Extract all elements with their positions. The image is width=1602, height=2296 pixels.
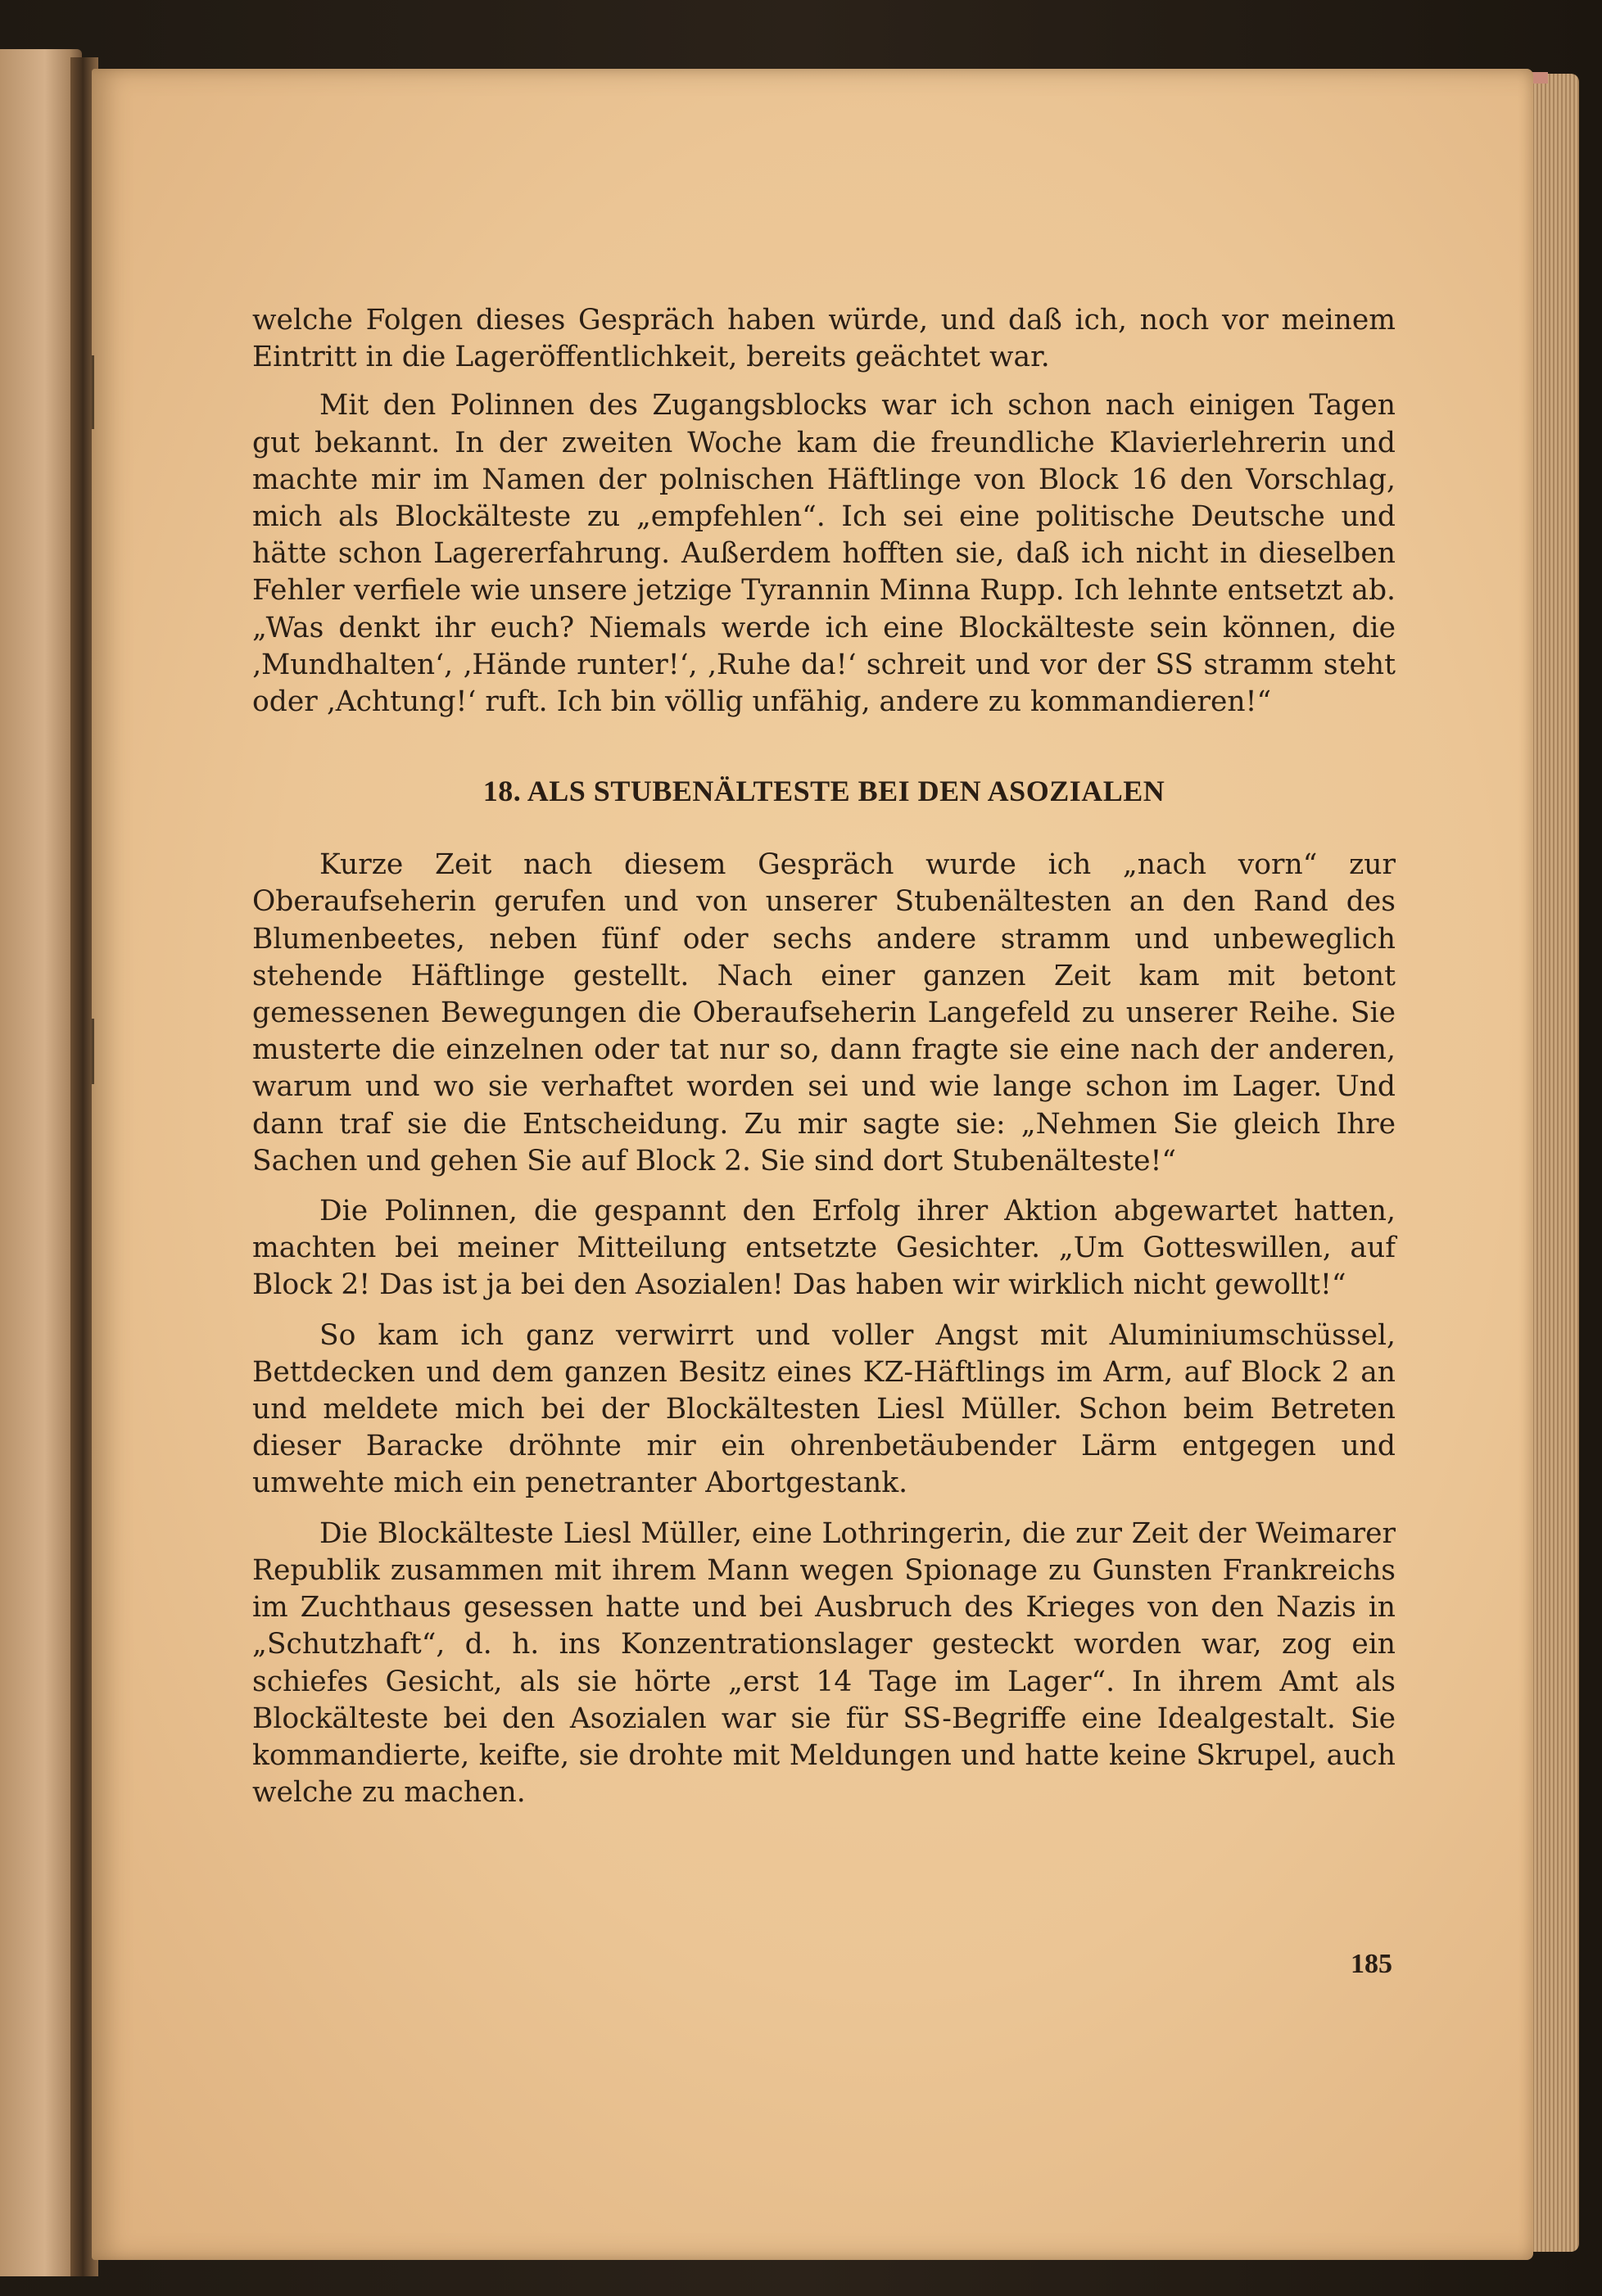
paragraph: Die Blockälteste Liesl Müller, eine Lothringerin, die zur Zeit der Weimarer Republik zusammen mit ihrem Mann wegen Spionage zu Gunsten Frankreichs im Zuchthaus gesessen hatte und bei Ausbruch des Krieges von den Nazis in „Schutzhaft“, d. h. ins Konzentrationslager gesteckt worden war, zog ein schiefes Gesicht, als sie hörte „erst 14 Tage im Lager“. In ihrem Amt als Blockälteste bei den Asozialen war sie für SS-Begriffe eine Idealgestalt. Sie kommandierte, keifte, sie drohte mit Meldungen und hatte keine Skrupel, auch welche zu machen. [252,1516,1396,1810]
paragraph: Mit den Polinnen des Zugangsblocks war ich schon nach einigen Tagen gut bekannt. In der zweiten Woche kam die freundliche Klavierlehrerin und machte mir im Namen der polnischen Häftlinge von Block 16 den Vorschlag, mich als Blockälteste zu „empfehlen“. Ich sei eine politische Deutsche und hätte schon Lagererfahrung. Außerdem hofften sie, daß ich nicht in dieselben Fehler verfiele wie unsere jetzige Tyrannin Minna Rupp. Ich lehnte entsetzt ab. „Was denkt ihr euch? Niemals werde ich eine Blockälteste sein können, die ‚Mundhalten‘, ‚Hände runter!‘, ‚Ruhe da!‘ schreit und vor der SS stramm steht oder ‚Achtung!‘ ruft. Ich bin völlig unfähig, andere zu kommandieren!“ [252,389,1396,719]
paragraph: So kam ich ganz verwirrt und voller Angst mit Aluminiumschüssel, Bettdecken und dem ganzen Besitz eines KZ-Häftlings im Arm, auf Block 2 an und meldete mich bei der Blockältesten Liesl Müller. Schon beim Betreten dieser Baracke dröhnte mir ein ohrenbetäubender Lärm entgegen und umwehte mich ein penetranter Abortgestank. [252,1318,1396,1500]
margin-mark [92,1019,94,1084]
margin-mark [92,355,94,429]
chapter-heading: 18. ALS STUBENÄLTESTE BEI DEN ASOZIALEN [482,775,1165,808]
page-text [252,302,1396,1811]
opening-paragraph: welche Folgen dieses Gespräch haben würde, und daß ich, noch vor meinem Eintritt in die Lageröffentlichkeit, bereits geächtet war. [252,304,1396,374]
previous-page-edge [0,49,82,2276]
paragraph: Die Polinnen, die gespannt den Erfolg ihrer Aktion abgewartet hatten, machten bei meiner Mitteilung entsetzte Gesichter. „Um Gotteswillen, auf Block 2! Das ist ja bei den Asozialen! Das haben wir wirklich nicht gewollt!“ [252,1195,1396,1302]
paragraph: Kurze Zeit nach diesem Gespräch wurde ich „nach vorn“ zur Oberaufseherin gerufen und von unserer Stubenältesten an den Rand des Blumenbeetes, neben fünf oder sechs andere stramm und unbeweglich stehende Häftlinge gestellt. Nach einer ganzen Zeit kam mit betont gemessenen Bewegungen die Oberaufseherin Langefeld zu unserer Reihe. Sie musterte die einzelnen oder tat nur so, dann fragte sie eine nach der anderen, warum und wo sie verhaftet worden sei und wie lange schon im Lager. Und dann traf sie die Entscheidung. Zu mir sagte sie: „Nehmen Sie gleich Ihre Sachen und gehen Sie auf Block 2. Sie sind dort Stubenälteste!“ [252,848,1396,1177]
page-number: 185 [1351,1949,1392,1979]
book-page [92,69,1533,2260]
